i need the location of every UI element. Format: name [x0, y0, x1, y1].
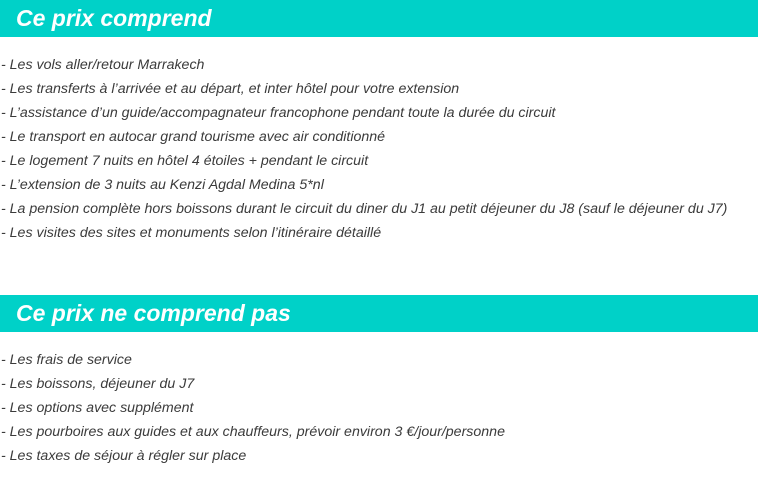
excluded-items-list — [1, 348, 505, 468]
list-item: - Les transferts à l’arrivée et au départ, et inter hôtel pour votre extension — [1, 81, 460, 97]
included-section-title: Ce prix comprend — [0, 0, 758, 37]
list-item: - Les frais de service — [1, 352, 132, 368]
excluded-section-title: Ce prix ne comprend pas — [0, 295, 758, 332]
list-item: - Le logement 7 nuits en hôtel 4 étoiles + pendant le circuit — [1, 153, 369, 169]
list-item: - L’assistance d’un guide/accompagnateur francophone pendant toute la durée du circuit — [1, 105, 556, 121]
list-item: - Les vols aller/retour Marrakech — [1, 57, 205, 73]
list-item: - Les taxes de séjour à régler sur place — [1, 448, 247, 464]
list-item: - La pension complète hors boissons durant le circuit du diner du J1 au petit déjeuner du J8 (sauf le déjeuner du J7) — [1, 201, 728, 217]
list-item: - Les pourboires aux guides et aux chauffeurs, prévoir environ 3 €/jour/personne — [1, 424, 505, 440]
list-item: - L’extension de 3 nuits au Kenzi Agdal Medina 5*nl — [1, 177, 324, 193]
list-item: - Le transport en autocar grand tourisme avec air conditionné — [1, 129, 386, 145]
included-items-list — [1, 53, 727, 245]
list-item: - Les boissons, déjeuner du J7 — [1, 376, 195, 392]
list-item: - Les options avec supplément — [1, 400, 194, 416]
list-item: - Les visites des sites et monuments selon l’itinéraire détaillé — [1, 225, 382, 241]
